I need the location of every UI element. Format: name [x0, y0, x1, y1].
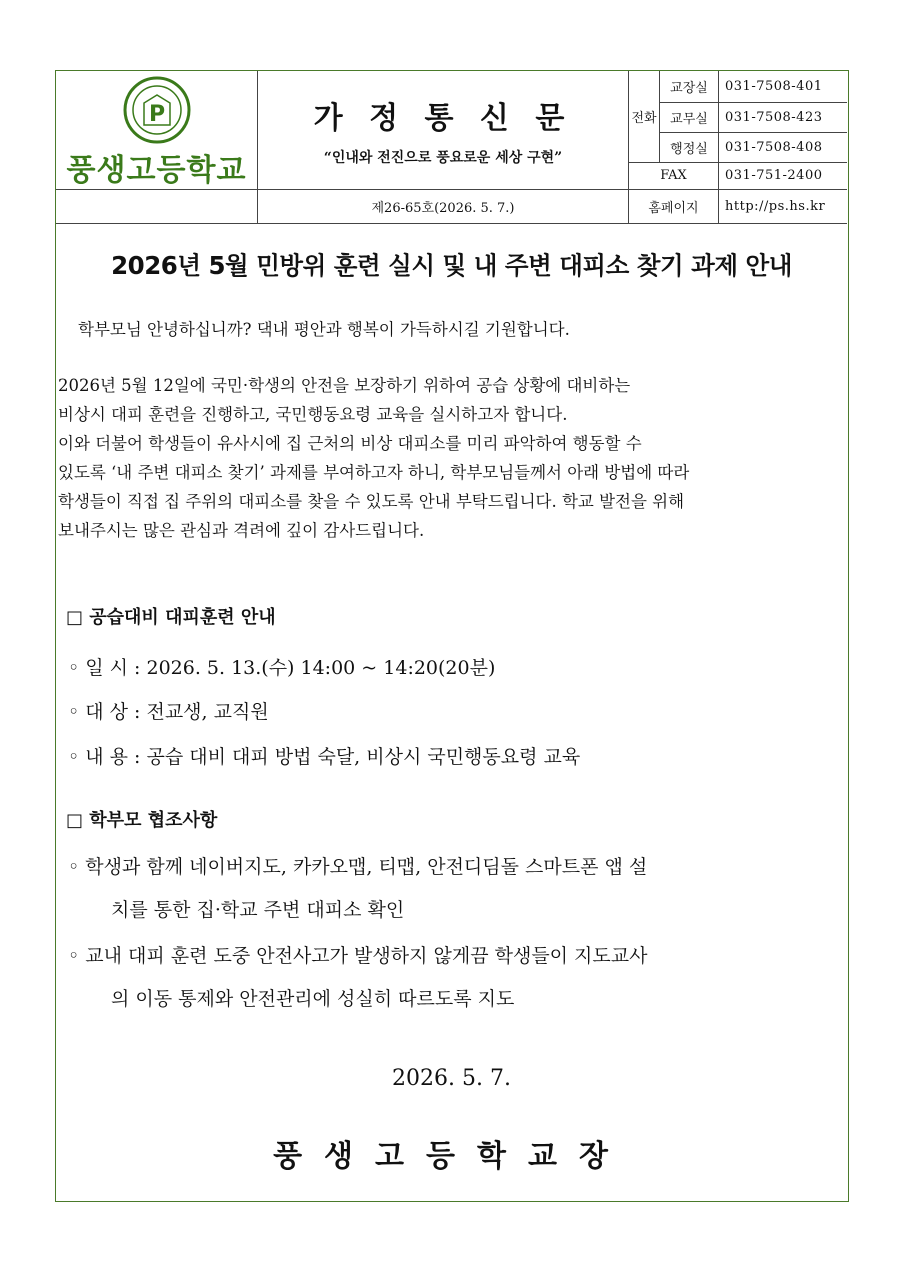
body-line: 보내주시는 많은 관심과 격려에 깊이 감사드립니다. [58, 521, 425, 540]
school-logo-text: 풍생고등학교 [66, 153, 247, 188]
section-title-drill: □ 공습대비 대피훈련 안내 [66, 607, 276, 628]
section-title-parents: □ 학부모 협조사항 [66, 810, 218, 831]
body-line: 있도록 ‘내 주변 대피소 찾기’ 과제를 부여하고자 하니, 학부모님들께서 아래 방법에 따라 [58, 463, 690, 482]
phone-number: 031-7508-401 [719, 71, 848, 102]
body-line: 이와 더불어 학생들이 유사시에 집 근처의 비상 대피소를 미리 파악하여 행동할 수 [58, 434, 642, 453]
principal-signature: 풍생고등학교장 [273, 1139, 630, 1174]
phone-dept: 교장실 [660, 71, 719, 102]
title-cell [258, 71, 629, 190]
body-line: 학생들이 직접 집 주위의 대피소를 찾을 수 있도록 안내 부탁드립니다. 학교 발전을 위해 [58, 492, 685, 511]
issue-date: 2026. 5. 7. [392, 1066, 511, 1091]
fax-number: 031-751-2400 [719, 162, 848, 189]
school-emblem-icon [122, 75, 192, 145]
school-motto: “인내와 전진으로 풍요로운 세상 구현” [323, 150, 563, 166]
parent-request-line: 치를 통한 집·학교 주변 대피소 확인 [111, 899, 405, 921]
drill-item: ◦ 대 상 : 전교생, 교직원 [68, 701, 269, 723]
document-frame [55, 70, 849, 1202]
parent-request-line: 의 이동 통제와 안전관리에 성실히 따르도록 지도 [111, 988, 515, 1010]
greeting: 학부모님 안녕하십니까? 댁내 평안과 행복이 가득하시길 기원합니다. [78, 320, 570, 339]
newsletter-title: 가 정 통 신 문 [313, 101, 573, 136]
homepage-label: 홈페이지 [629, 190, 719, 224]
body-line: 비상시 대피 훈련을 진행하고, 국민행동요령 교육을 실시하고자 합니다. [58, 405, 568, 424]
parent-request-item [68, 935, 838, 1021]
parent-request-line: ◦ 교내 대피 훈련 도중 안전사고가 발생하지 않게끔 학생들이 지도교사 [68, 945, 648, 967]
phone-number: 031-7508-423 [719, 102, 848, 132]
phone-dept: 교무실 [660, 102, 719, 132]
school-logo [56, 71, 258, 190]
drill-item: ◦ 일 시 : 2026. 5. 13.(수) 14:00 ~ 14:20(20분) [68, 657, 496, 679]
parent-request-item [68, 846, 838, 932]
body-line: 2026년 5월 12일에 국민·학생의 안전을 보장하기 위하여 공습 상황에 대비하는 [58, 376, 631, 395]
document-heading: 2026년 5월 민방위 훈련 실시 및 내 주변 대피소 찾기 과제 안내 [111, 251, 792, 280]
phone-label: 전화 [629, 71, 660, 162]
phone-dept: 행정실 [660, 132, 719, 162]
header-table [56, 71, 847, 224]
homepage-link[interactable]: http://ps.hs.kr [719, 190, 848, 224]
issue-number: 제26-65호(2026. 5. 7.) [258, 190, 629, 224]
drill-item: ◦ 내 용 : 공습 대비 대피 방법 숙달, 비상시 국민행동요령 교육 [68, 746, 581, 768]
phone-number: 031-7508-408 [719, 132, 848, 162]
parent-request-line: ◦ 학생과 함께 네이버지도, 카카오맵, 티맵, 안전디딤돌 스마트폰 앱 설 [68, 856, 648, 878]
svg-text:P: P [148, 102, 165, 127]
fax-label: FAX [629, 162, 719, 189]
logo-spacer [56, 190, 258, 224]
